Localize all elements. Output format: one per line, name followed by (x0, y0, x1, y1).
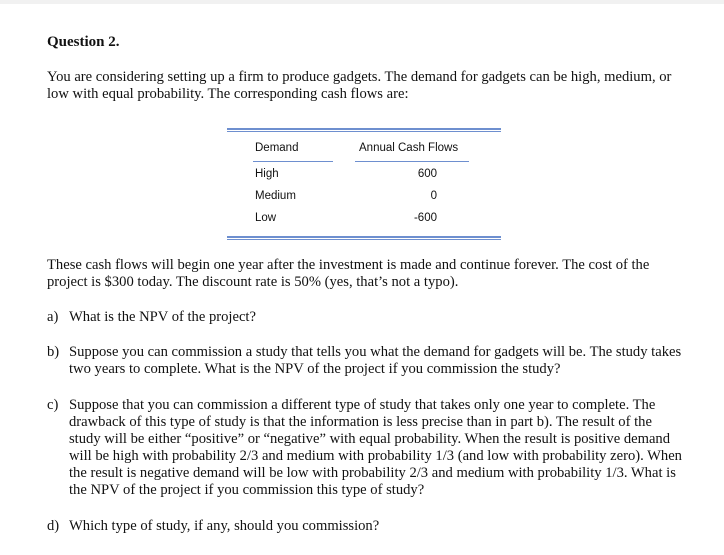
cash-flow-cell: 600 (417, 168, 437, 180)
part-d (47, 518, 687, 535)
demand-cell: High (255, 168, 279, 180)
part-label: d) (47, 518, 60, 534)
assumptions-paragraph: These cash flows will begin one year after the investment is made and continue forever. The cost of the project is $300 today. The discount rate is 50% (yes, that’s not a typo). (47, 257, 650, 290)
cash-flow-cell: -600 (413, 212, 437, 224)
part-b (47, 344, 687, 378)
table-row (227, 186, 501, 208)
part-c (47, 397, 687, 499)
top-bar (0, 0, 724, 4)
header-underline-demand (253, 161, 333, 162)
intro-paragraph: You are considering setting up a firm to produce gadgets. The demand for gadgets can be high, medium, or low with equal probability. The corresponding cash flows are: (47, 69, 672, 102)
column-header-cash-flows: Annual Cash Flows (359, 142, 459, 154)
question-title: Question 2. (47, 34, 120, 50)
demand-cell: Medium (255, 190, 296, 202)
part-label: b) (47, 344, 60, 360)
table-row (227, 164, 501, 186)
part-a (47, 309, 687, 326)
header-underline-cash (355, 161, 469, 162)
part-text: Suppose you can commission a study that tells you what the demand for gadgets will be. The study takes two years to complete. What is the NPV of the project if you commission the study? (69, 344, 682, 377)
part-label: c) (47, 397, 59, 413)
part-label: a) (47, 309, 59, 325)
part-text: Suppose that you can commission a different type of study that takes only one year to complete. The drawback of this type of study is that the information is less precise than in part b). The result of the study will be either “positive” or “negative” with equal probability. When the result is positive demand will be high with probability 2/3 and medium with probability 1/3 (and low with probability zero). When the result is negative demand will be low with probability 2/3 and medium with probability 1/3. What is the NPV of the project if you commission this type of study? (69, 397, 682, 498)
table-bottom-rule (227, 236, 501, 240)
table-row (227, 208, 501, 230)
demand-cell: Low (255, 212, 277, 224)
part-text: Which type of study, if any, should you commission? (69, 518, 380, 534)
cash-flow-table (227, 128, 501, 240)
column-header-demand: Demand (255, 142, 299, 154)
cash-flow-cell: 0 (430, 190, 437, 202)
table-header-row (227, 132, 501, 160)
part-text: What is the NPV of the project? (69, 309, 256, 325)
